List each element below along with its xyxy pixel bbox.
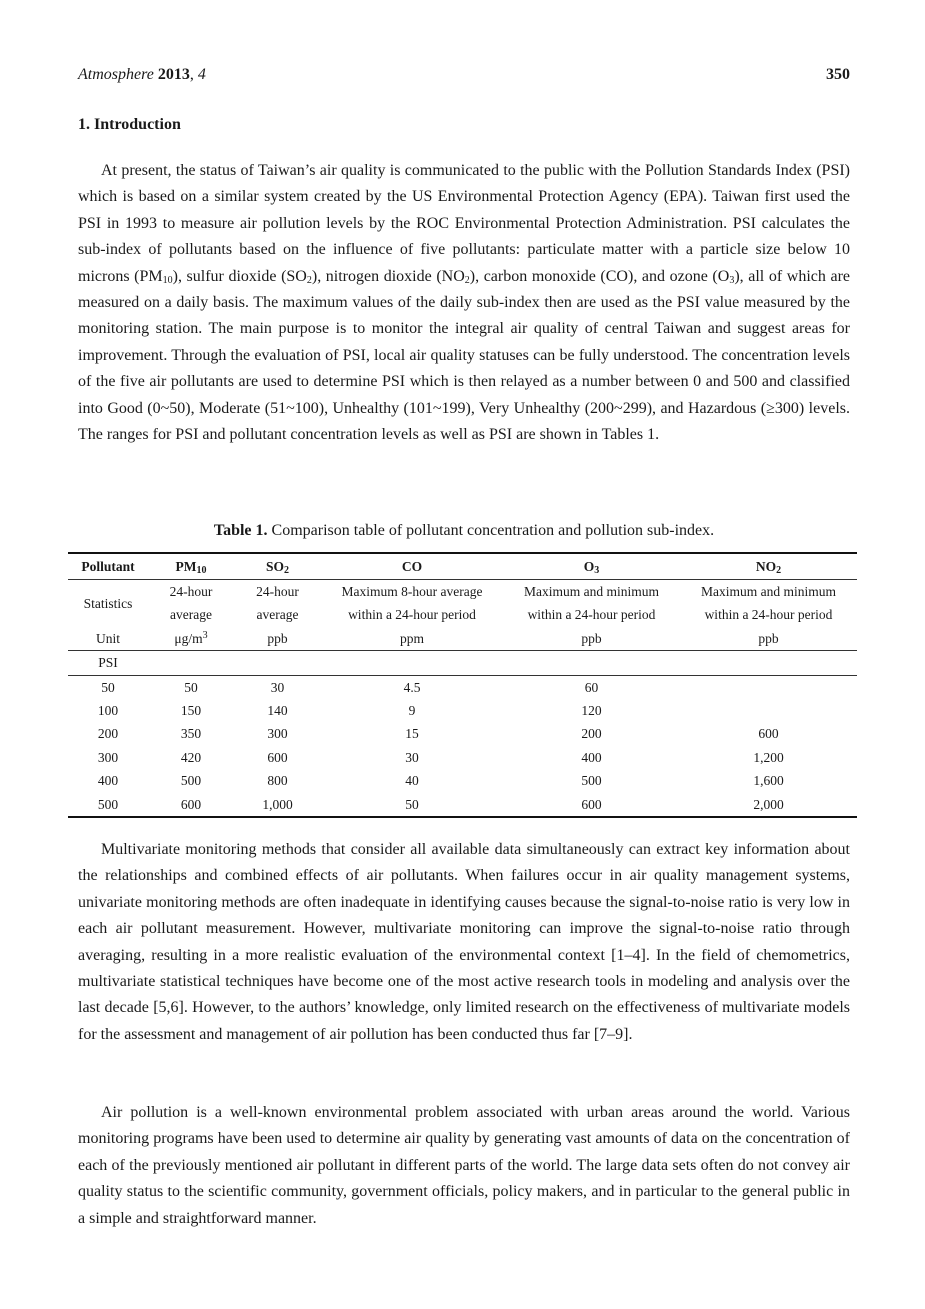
table-cell: 600 bbox=[267, 749, 288, 765]
text-run: ), nitrogen dioxide (NO bbox=[311, 267, 465, 285]
table-caption-label: Table 1. bbox=[213, 522, 268, 539]
table-cell: 1,600 bbox=[753, 773, 784, 789]
table-row bbox=[68, 722, 857, 745]
table-cell: 60 bbox=[584, 679, 599, 695]
table-cell: ppb bbox=[234, 627, 321, 651]
page-number: 350 bbox=[826, 66, 850, 83]
subscript: 2 bbox=[306, 274, 312, 286]
table-row-psi-label bbox=[68, 651, 857, 675]
journal-year: 2013 bbox=[157, 66, 190, 83]
table-cell: 100 bbox=[97, 703, 119, 719]
unit-label: Unit bbox=[68, 627, 148, 651]
pollutant-table bbox=[68, 552, 857, 818]
table-row-statistics-cont bbox=[68, 603, 857, 626]
text-run: ), all of which are measured on a daily basis. The maximum values of the daily sub-index then are used as the PSI value measured by the monitoring station. The main purpose is to monitor the integral air quality of central Taiwan and suggest areas for improvement. Through the evaluation of PSI, local air quality statuses can be fully understood. The concentration levels of the five air pollutants are used to determine PSI which is then relayed as a number between 0 and 500 and classified into Good (0~50), Moderate (51~100), Unhealthy (101~199), Very Unhealthy (200~299), and Hazardous (≥300) levels. The ranges for PSI and pollutant concentration levels as well as PSI are shown in Tables 1. bbox=[78, 267, 851, 444]
table-cell: 50 bbox=[184, 679, 198, 695]
intro-paragraph-3: Air pollution is a well-known environmental problem associated with urban areas around the world. Various monitoring programs have been used to determine air quality by generating vast amounts of data on the concentration of each of the previously mentioned air pollutant in different parts of the world. The large data sets often do not convey air quality status to the scientific community, government officials, policy makers, and in particular to the general public in a simple and straightforward manner. bbox=[78, 1104, 850, 1227]
statistics-label: Statistics bbox=[83, 595, 133, 611]
table-cell: 800 bbox=[267, 773, 288, 789]
table-cell: Maximum and minimum bbox=[701, 584, 836, 599]
table-cell: 500 bbox=[180, 773, 202, 789]
table-cell: 200 bbox=[97, 726, 119, 742]
table-cell: 600 bbox=[148, 793, 234, 817]
table-cell: 50 bbox=[101, 679, 115, 695]
table-row bbox=[68, 769, 857, 792]
table-cell: 15 bbox=[405, 726, 419, 742]
text-run: At present, the status of Taiwan’s air quality is communicated to the public with the Pollution Standards Index (PSI) which is based on a similar system created by the US Environmental Protection Agency (EPA). Taiwan first used the PSI in 1993 to measure air pollution levels by the ROC Environmental Protection Administration. PSI calculates the sub-index of pollutants based on the influence of five pollutants: particulate matter with a particle size below 10 microns (PM bbox=[78, 162, 850, 285]
table-cell: 500 bbox=[581, 773, 602, 789]
table-cell: $\mu g/m^3$ bbox=[148, 627, 234, 651]
table-cell: within a 24-hour period bbox=[527, 607, 656, 623]
header-pollutant: Pollutant bbox=[68, 553, 148, 580]
table-cell: 30 bbox=[270, 679, 285, 695]
table-header-row bbox=[68, 553, 857, 580]
table-cell: average bbox=[256, 607, 299, 623]
header-no2: $NO_2$ bbox=[680, 553, 857, 580]
text-run: ), sulfur dioxide (SO bbox=[172, 267, 307, 285]
table-cell: within a 24-hour period bbox=[348, 607, 476, 623]
intro-paragraph-2: Multivariate monitoring methods that consider all available data simultaneously can extract key information about the relationships and combined effects of air pollutants. When failures occur in air quality management systems, univariate monitoring methods are often inadequate in identifying causes because the signal-to-noise ratio is very low in each air pollutant measurement. However, multivariate monitoring can improve the signal-to-noise ratio through averaging, resulting in a more realistic evaluation of the environmental context [1–4]. In the field of chemometrics, multivariate statistical techniques have become one of the most active research tools in modeling and analysis over the last decade [5,6]. However, to the authors’ knowledge, only limited research on the effectiveness of multivariate models for the assessment and management of air pollution has been conducted thus far [7–9]. bbox=[78, 841, 850, 1043]
intro-paragraph-1 bbox=[78, 158, 850, 448]
table-cell: 9 bbox=[408, 703, 416, 719]
table-cell: 400 bbox=[581, 749, 602, 765]
table-cell: ppb bbox=[680, 627, 857, 651]
subscript: 10 bbox=[162, 274, 173, 286]
table-cell: 1,200 bbox=[753, 749, 784, 765]
table-cell: 24-hour bbox=[256, 584, 299, 599]
table-row-statistics bbox=[68, 580, 857, 604]
table-cell bbox=[680, 699, 857, 722]
table-cell bbox=[680, 675, 857, 699]
table-cell: 400 bbox=[97, 773, 119, 789]
header-so2: $SO_2$ bbox=[234, 553, 321, 580]
table-cell: 300 bbox=[267, 726, 288, 742]
table-cell: 30 bbox=[405, 749, 419, 765]
header-co: CO bbox=[321, 553, 503, 580]
table-cell: 40 bbox=[405, 773, 419, 789]
table-cell: average bbox=[170, 607, 212, 623]
table-cell: 24-hour bbox=[169, 584, 213, 599]
table-cell: 140 bbox=[267, 703, 288, 719]
table-cell: 350 bbox=[180, 726, 202, 742]
table-cell: 300 bbox=[97, 749, 119, 765]
table-row bbox=[68, 675, 857, 699]
table-cell: 600 bbox=[758, 726, 779, 742]
table-caption-text: Comparison table of pollutant concentration and pollution sub-index. bbox=[267, 522, 715, 539]
table-row-unit bbox=[68, 627, 857, 651]
running-header bbox=[78, 66, 850, 90]
table-cell: 2,000 bbox=[680, 793, 857, 817]
table-cell: Maximum and minimum bbox=[524, 584, 659, 599]
table-row bbox=[68, 746, 857, 769]
header-o3: $O_3$ bbox=[503, 553, 680, 580]
journal-name: Atmosphere bbox=[78, 66, 154, 83]
table-row bbox=[68, 793, 857, 817]
table-cell: 4.5 bbox=[403, 679, 421, 695]
table-cell: 120 bbox=[581, 703, 602, 719]
table-cell: within a 24-hour period bbox=[704, 607, 833, 623]
table-cell: 50 bbox=[321, 793, 503, 817]
section-heading: 1. Introduction bbox=[78, 116, 181, 133]
table-cell: 500 bbox=[68, 793, 148, 817]
table-cell: 1,000 bbox=[234, 793, 321, 817]
table-cell: 600 bbox=[503, 793, 680, 817]
journal-citation: Atmosphere 2013, 4 bbox=[78, 66, 206, 83]
header-pm10: $PM_{10}$ bbox=[148, 553, 234, 580]
table-cell: Maximum 8-hour average bbox=[341, 584, 483, 599]
subscript: 2 bbox=[464, 274, 470, 286]
table-cell: ppm bbox=[321, 627, 503, 651]
table-cell: 150 bbox=[180, 703, 202, 719]
table-cell: ppb bbox=[503, 627, 680, 651]
journal-volume: 4 bbox=[197, 66, 206, 83]
psi-label: PSI bbox=[68, 651, 148, 675]
table-caption bbox=[78, 522, 850, 540]
table-cell: 200 bbox=[581, 726, 602, 742]
subscript: 3 bbox=[729, 274, 735, 286]
text-run: ), carbon monoxide (CO), and ozone (O bbox=[469, 267, 730, 285]
table-row bbox=[68, 699, 857, 722]
table-cell: 420 bbox=[180, 749, 202, 765]
